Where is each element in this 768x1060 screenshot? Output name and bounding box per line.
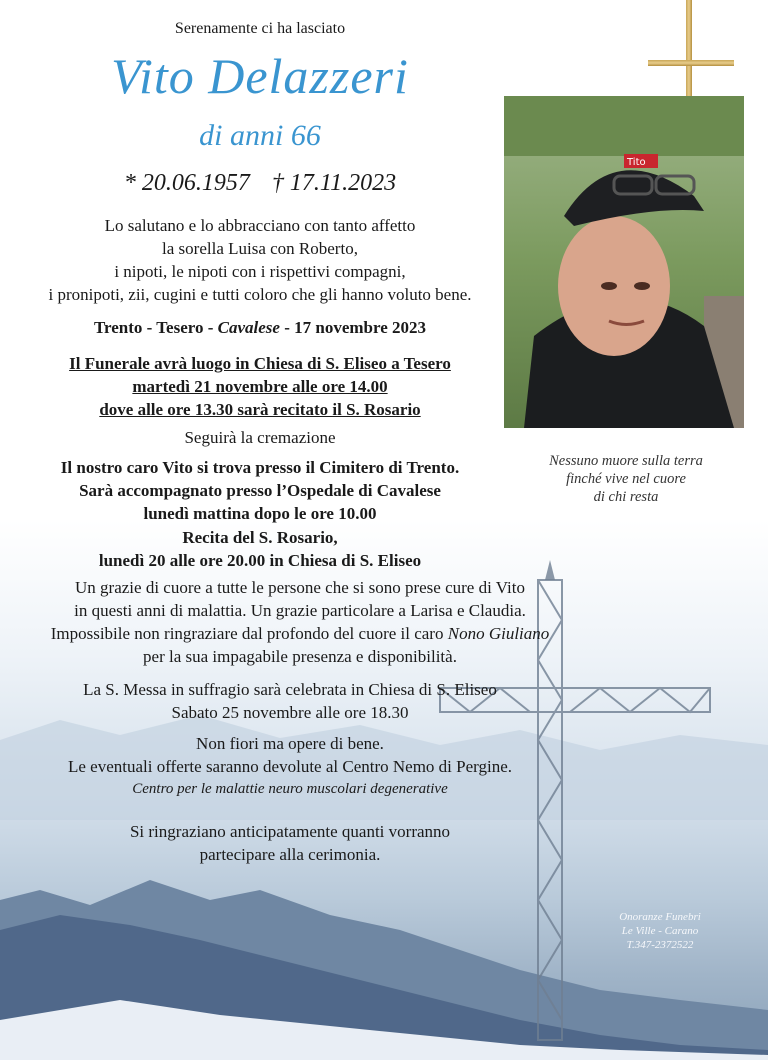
family-announcement — [10, 214, 510, 306]
quote-caption: Nessuno muore sulla terra finché vive nel cuore di chi resta — [549, 453, 703, 505]
cremation-note: Seguirà la cremazione — [184, 428, 336, 447]
family-line: i nipoti, le nipoti con i rispettivi compagni, — [114, 262, 406, 281]
portrait-photo — [504, 96, 744, 428]
funeral-line: martedì 21 novembre alle ore 14.00 — [132, 377, 388, 396]
place-date: Trento - Tesero - Cavalese - 17 novembre 2023 — [93, 318, 427, 337]
deceased-age: di anni 66 — [199, 119, 321, 152]
rosary-line: lunedì 20 alle ore 20.00 in Chiesa di S. Eliseo — [98, 551, 422, 570]
flowers-note: Non fiori ma opere di bene. Le eventuali offerte saranno devolute al Centro Nemo di Pergine. Centro per le malattie neuro muscolari degenerative — [67, 734, 513, 797]
location-line: Sarà accompagnato presso l’Ospedale di Cavalese — [79, 481, 441, 500]
life-dates — [60, 168, 460, 198]
mass-info: La S. Messa in suffragio sarà celebrata in Chiesa di S. Eliseo Sabato 25 novembre alle ore 18.30 — [83, 680, 497, 722]
funeral-home-info: Onoranze Funebri Le Ville - Carano T.347-2372522 — [619, 911, 701, 951]
funeral-line: dove alle ore 13.30 sarà recitato il S. Rosario — [99, 400, 421, 419]
family-line: i pronipoti, zii, cugini e tutti coloro che gli hanno voluto bene. — [48, 285, 472, 304]
deceased-name: Vito Delazzeri — [111, 48, 409, 104]
birth-date: * 20.06.1957 — [123, 170, 250, 196]
thanks-message: Un grazie di cuore a tutte le persone che si sono prese cure di Vito in questi anni di malattia. Un grazie particolare a Larisa e Claudia. Impossibile non ringraziare dal profondo del cuore il caro Nono Giuliano per la sua impagabile presenza e disponibilità. — [50, 578, 550, 666]
funeral-line: Il Funerale avrà luogo in Chiesa di S. Eliseo a Tesero — [69, 354, 451, 373]
rosary-info — [20, 526, 500, 572]
location-line: lunedì mattina dopo le ore 10.00 — [143, 504, 377, 523]
family-line: Lo salutano e lo abbracciano con tanto affetto — [104, 216, 416, 235]
location-info — [10, 456, 510, 525]
rosary-line: Recita del S. Rosario, — [182, 528, 338, 547]
funeral-info — [20, 352, 500, 421]
intro-text: Serenamente ci ha lasciato — [174, 20, 346, 37]
family-line: la sorella Luisa con Roberto, — [162, 239, 358, 258]
cap-text: Tito — [627, 157, 646, 168]
location-line: Il nostro caro Vito si trova presso il Cimitero di Trento. — [60, 458, 460, 477]
closing-thanks: Si ringraziano anticipatamente quanti vorranno partecipare alla cerimonia. — [129, 822, 451, 864]
death-date: † 17.11.2023 — [271, 170, 397, 196]
